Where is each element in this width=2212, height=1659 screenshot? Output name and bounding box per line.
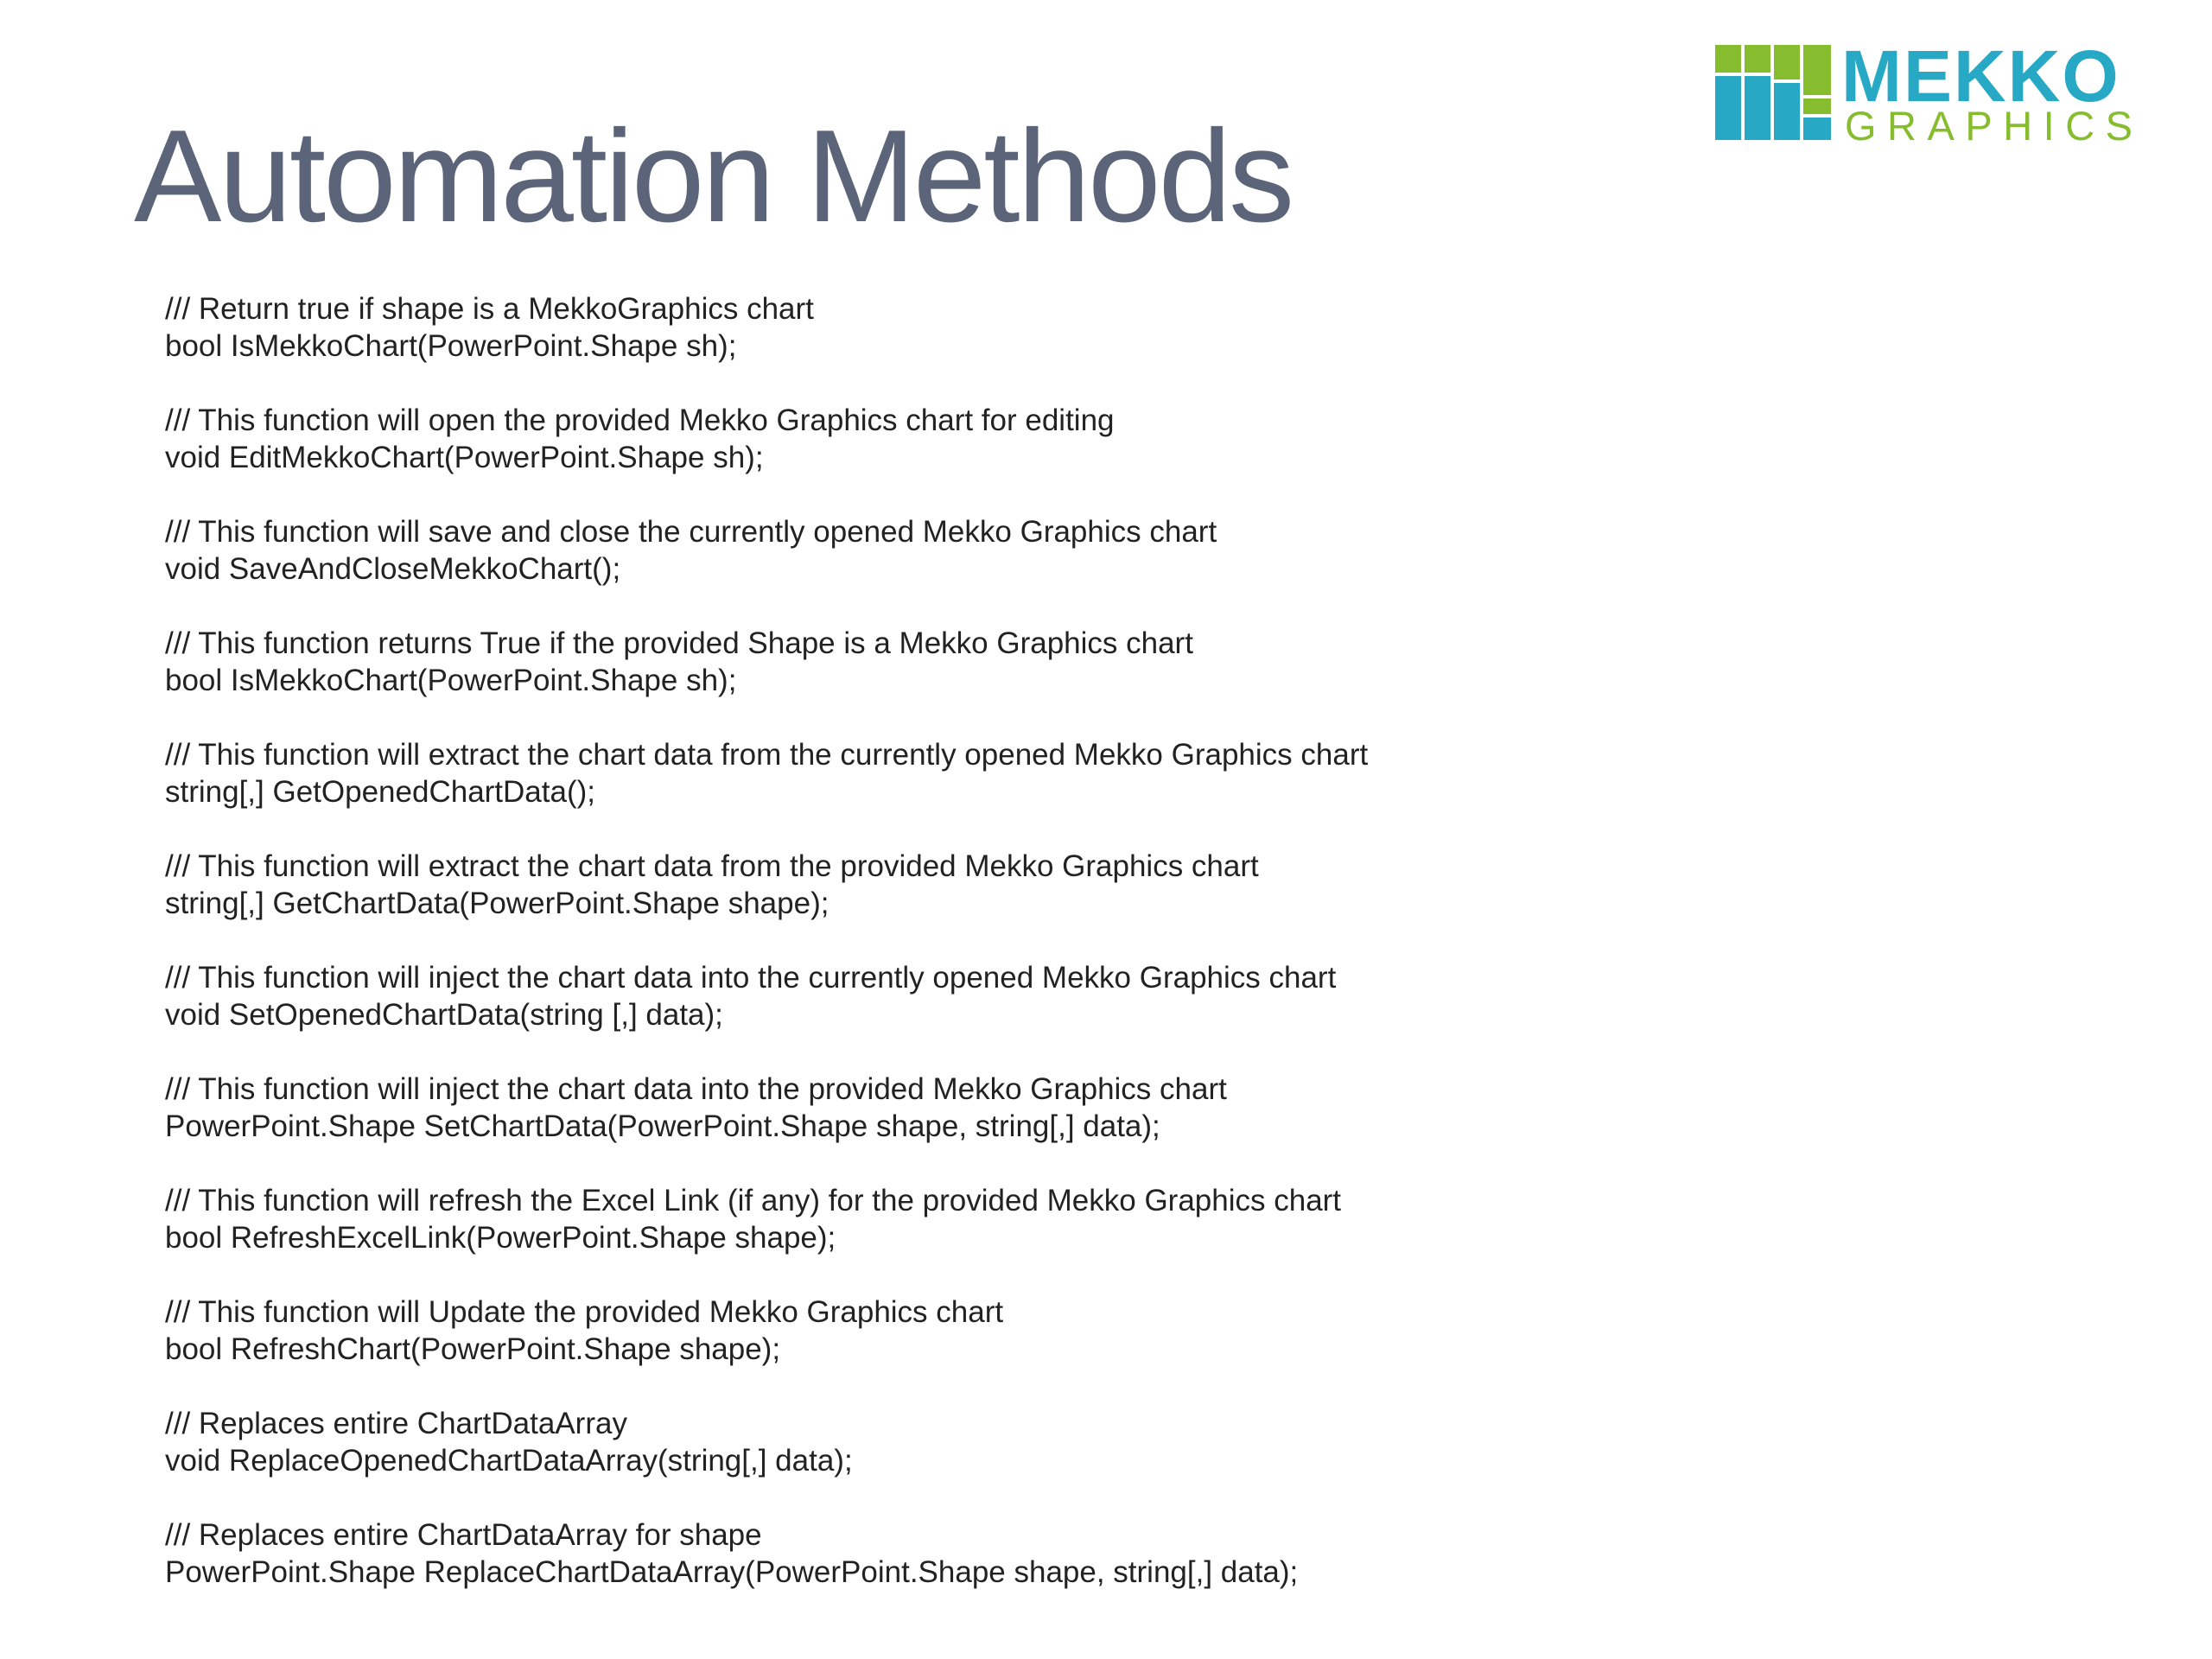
method-block [165,513,1807,588]
method-comment: /// This function will save and close the currently opened Mekko Graphics chart [165,515,1217,549]
method-signature: void SaveAndCloseMekkoChart(); [165,552,621,586]
method-comment: /// This function will extract the chart data from the provided Mekko Graphics chart [165,849,1259,883]
mekko-graphics-logo [1715,35,2173,149]
method-comment: /// This function will Update the provided Mekko Graphics chart [165,1295,1004,1329]
method-signature: void SetOpenedChartData(string [,] data); [165,998,723,1032]
method-comment: /// Replaces entire ChartDataArray [165,1407,627,1440]
method-comment: /// This function will inject the chart data into the currently opened Mekko Graphics chart [165,961,1337,995]
logo-mark-icon [1715,45,1831,140]
method-signature: string[,] GetOpenedChartData(); [165,775,595,809]
methods-list [165,290,1807,1628]
method-signature: void EditMekkoChart(PowerPoint.Shape sh); [165,441,764,474]
method-block [165,1071,1807,1145]
logo-wordmark-mekko: MEKKO [1841,35,2120,117]
method-block [165,959,1807,1033]
method-signature: void ReplaceOpenedChartDataArray(string[,] data); [165,1444,853,1478]
method-comment: /// This function will refresh the Excel Link (if any) for the provided Mekko Graphics chart [165,1184,1342,1217]
method-comment: /// Replaces entire ChartDataArray for shape [165,1518,762,1552]
method-block [165,1405,1807,1479]
method-signature: PowerPoint.Shape SetChartData(PowerPoint.Shape shape, string[,] data); [165,1109,1160,1143]
method-block [165,402,1807,476]
method-comment: /// This function will inject the chart data into the provided Mekko Graphics chart [165,1072,1227,1106]
method-comment: /// Return true if shape is a MekkoGraphics chart [165,292,814,326]
method-block [165,1294,1807,1368]
method-signature: string[,] GetChartData(PowerPoint.Shape shape); [165,887,830,920]
page-title: Automation Methods [134,103,1293,250]
method-signature: bool IsMekkoChart(PowerPoint.Shape sh); [165,664,737,697]
method-comment: /// This function returns True if the provided Shape is a Mekko Graphics chart [165,626,1193,660]
method-signature: bool RefreshExcelLink(PowerPoint.Shape shape); [165,1221,836,1255]
method-block [165,290,1807,365]
method-signature: bool IsMekkoChart(PowerPoint.Shape sh); [165,329,737,363]
method-block [165,1516,1807,1591]
method-comment: /// This function will open the provided Mekko Graphics chart for editing [165,404,1115,437]
method-block [165,736,1807,810]
method-block [165,625,1807,699]
method-signature: bool RefreshChart(PowerPoint.Shape shape); [165,1332,781,1366]
method-block [165,848,1807,922]
logo-wordmark-graphics: GRAPHICS [1845,103,2144,149]
method-block [165,1182,1807,1256]
method-signature: PowerPoint.Shape ReplaceChartDataArray(PowerPoint.Shape shape, string[,] data); [165,1555,1299,1589]
method-comment: /// This function will extract the chart data from the currently opened Mekko Graphics chart [165,738,1369,772]
